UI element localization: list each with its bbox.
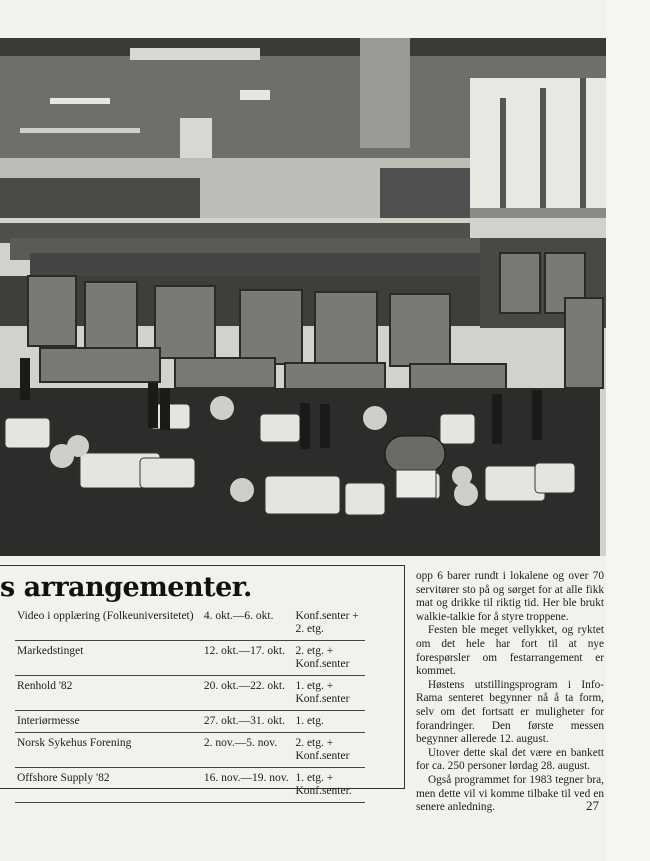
table-row: [15, 733, 365, 768]
table-row: [15, 641, 365, 676]
event-location: Konf.senter + 2. etg.: [293, 606, 365, 641]
paragraph: Festen ble meget vellykket, og ryktet om det hele har fort til at nye forespørsler om festarrangement er kommet.: [416, 624, 604, 678]
table-row: [15, 606, 365, 641]
banquet-hall-photo: [0, 38, 606, 556]
article-body: [416, 570, 604, 815]
event-location: 2. etg. + Konf.senter: [293, 733, 365, 768]
event-location: 1. etg.: [293, 711, 365, 733]
event-date: 2. nov.—5. nov.: [202, 733, 294, 768]
event-date: 4. okt.—6. okt.: [202, 606, 294, 641]
paragraph: Også programmet for 1983 tegner bra, men dette vil vi komme tilbake til ved en senere anledning.: [416, 773, 604, 814]
event-schedule-table: [15, 606, 365, 803]
paragraph: opp 6 barer rundt i lokalene og over 70 servitører sto på og sørget for at alle fikk mat og drikke til riktig tid. Her ble brukt walkie-talkie for å styre troppene.: [416, 570, 604, 623]
page-number: 27: [586, 798, 599, 813]
event-location: 1. etg. + Konf.senter: [293, 676, 365, 711]
paragraph: Utover dette skal det være en bankett for ca. 250 personer lørdag 28. august.: [416, 746, 604, 773]
event-name: Markedstinget: [15, 641, 202, 676]
event-name: Norsk Sykehus Forening: [15, 733, 202, 768]
event-name: Video i opplæring (Folkeuniversitetet): [15, 606, 202, 641]
event-location: 1. etg. + Konf.senter.: [293, 768, 365, 803]
event-date: 27. okt.—31. okt.: [202, 711, 294, 733]
paragraph: Høstens utstillingsprogram i Info-Rama senteret begynner nå å ta form, selv om det fortsatt er muligheter for forandringer. Den første messen begynner allerede 12. august.: [416, 678, 604, 746]
event-name: Renhold '82: [15, 676, 202, 711]
page-margin: [606, 0, 650, 861]
event-name: Offshore Supply '82: [15, 768, 202, 803]
event-date: 20. okt.—22. okt.: [202, 676, 294, 711]
event-date: 16. nov.—19. nov.: [202, 768, 294, 803]
table-row: [15, 768, 365, 803]
table-row: [15, 676, 365, 711]
table-row: [15, 711, 365, 733]
event-location: 2. etg. + Konf.senter: [293, 641, 365, 676]
section-heading: s arrangementer.: [0, 572, 252, 603]
event-date: 12. okt.—17. okt.: [202, 641, 294, 676]
event-name: Interiørmesse: [15, 711, 202, 733]
